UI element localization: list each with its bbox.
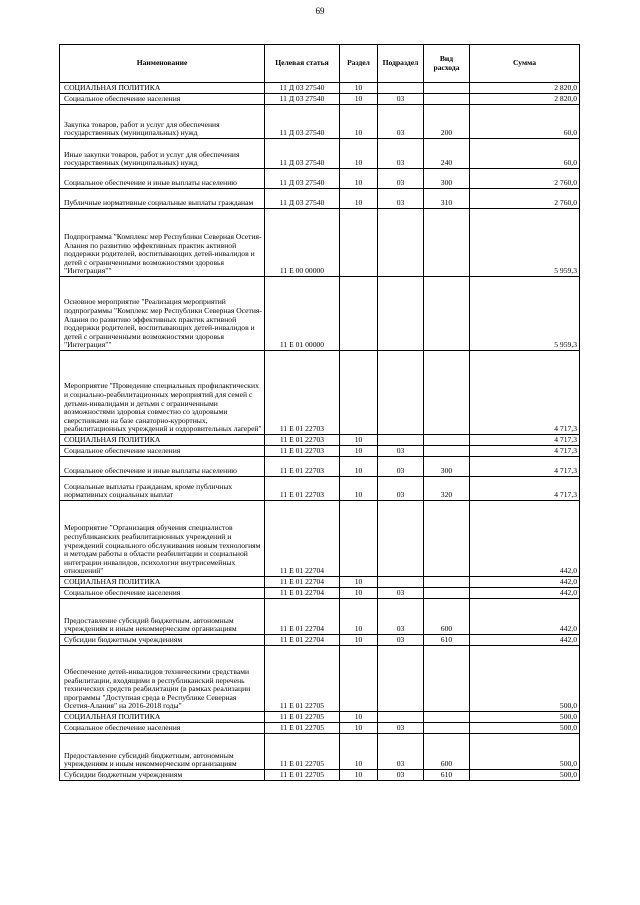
row-name-cell: Закупка товаров, работ и услуг для обеспечения государственных (муниципальных) нужд: [60, 105, 265, 139]
table-row: [60, 770, 580, 781]
table-row: [60, 83, 580, 94]
table-row: [60, 277, 580, 351]
row-name-cell: Социальное обеспечение населения: [60, 723, 265, 734]
row-razdel-cell: 10: [340, 83, 378, 94]
row-sum-cell: 442,0: [470, 501, 580, 577]
table-row: [60, 94, 580, 105]
row-razdel-cell: [340, 277, 378, 351]
row-name-cell: Обеспечение детей-инвалидов техническими средствами реабилитации, входящими в республиканский перечень технических средств реабилитации (в рамках реализации программы "Доступная среда в Республике Северная Осетия-Алания" на 2016-2018 годы": [60, 646, 265, 712]
row-vid-cell: [424, 83, 470, 94]
row-name-cell: Предоставление субсидий бюджетным, автономным учреждениям и иным некоммерческим организациям: [60, 599, 265, 635]
row-name-cell: Социальное обеспечение населения: [60, 94, 265, 105]
row-sum-cell: 5 959,3: [470, 277, 580, 351]
row-vid-cell: 310: [424, 189, 470, 209]
row-sum-cell: 4 717,3: [470, 435, 580, 446]
row-sum-cell: 2 760,0: [470, 189, 580, 209]
row-target-cell: 11 Е 01 22705: [265, 712, 340, 723]
row-vid-cell: 600: [424, 734, 470, 770]
table-row: [60, 712, 580, 723]
row-podrazdel-cell: 03: [378, 723, 424, 734]
row-sum-cell: 442,0: [470, 635, 580, 646]
row-sum-cell: 442,0: [470, 599, 580, 635]
row-podrazdel-cell: 03: [378, 477, 424, 501]
row-razdel-cell: 10: [340, 457, 378, 477]
row-razdel-cell: 10: [340, 712, 378, 723]
row-name-cell: Иные закупки товаров, работ и услуг для обеспечения государственных (муниципальных) нужд: [60, 139, 265, 169]
row-target-cell: 11 Е 01 22703: [265, 435, 340, 446]
row-target-cell: 11 Д 03 27540: [265, 139, 340, 169]
table-row: [60, 734, 580, 770]
row-sum-cell: 4 717,3: [470, 446, 580, 457]
row-target-cell: 11 Е 01 22704: [265, 501, 340, 577]
table-row: [60, 588, 580, 599]
row-target-cell: 11 Е 01 00000: [265, 277, 340, 351]
table-row: [60, 139, 580, 169]
row-razdel-cell: 10: [340, 635, 378, 646]
row-target-cell: 11 Е 00 00000: [265, 209, 340, 277]
row-podrazdel-cell: 03: [378, 139, 424, 169]
row-razdel-cell: 10: [340, 94, 378, 105]
row-sum-cell: 2 820,0: [470, 94, 580, 105]
table-row: [60, 351, 580, 435]
row-podrazdel-cell: 03: [378, 599, 424, 635]
row-target-cell: 11 Д 03 27540: [265, 105, 340, 139]
row-vid-cell: 600: [424, 599, 470, 635]
row-podrazdel-cell: [378, 351, 424, 435]
table-row: [60, 577, 580, 588]
row-sum-cell: 442,0: [470, 588, 580, 599]
row-razdel-cell: [340, 351, 378, 435]
header-target: Целевая статья: [265, 45, 340, 83]
row-name-cell: Публичные нормативные социальные выплаты гражданам: [60, 189, 265, 209]
row-name-cell: Подпрограмма "Комплекс мер Республики Северная Осетия-Алания по развитию эффективных практик активной поддержки родителей, воспитывающих детей-инвалидов и детей с ограниченными возможностями здоровья "Интеграция"": [60, 209, 265, 277]
header-razdel: Раздел: [340, 45, 378, 83]
row-vid-cell: [424, 588, 470, 599]
row-vid-cell: [424, 94, 470, 105]
row-target-cell: 11 Д 03 27540: [265, 83, 340, 94]
table-row: [60, 209, 580, 277]
row-vid-cell: [424, 446, 470, 457]
row-podrazdel-cell: [378, 646, 424, 712]
row-target-cell: 11 Д 03 27540: [265, 94, 340, 105]
row-razdel-cell: [340, 209, 378, 277]
table-row: [60, 169, 580, 189]
row-vid-cell: 300: [424, 169, 470, 189]
row-razdel-cell: 10: [340, 435, 378, 446]
row-vid-cell: [424, 435, 470, 446]
table-row: [60, 435, 580, 446]
row-podrazdel-cell: [378, 83, 424, 94]
row-target-cell: 11 Д 03 27540: [265, 169, 340, 189]
row-name-cell: Социальное обеспечение и иные выплаты населению: [60, 457, 265, 477]
row-vid-cell: [424, 723, 470, 734]
table-row: [60, 501, 580, 577]
row-vid-cell: [424, 501, 470, 577]
row-sum-cell: 4 717,3: [470, 477, 580, 501]
row-razdel-cell: 10: [340, 169, 378, 189]
row-vid-cell: 240: [424, 139, 470, 169]
row-target-cell: 11 Е 01 22703: [265, 457, 340, 477]
row-razdel-cell: 10: [340, 734, 378, 770]
row-sum-cell: 442,0: [470, 577, 580, 588]
row-sum-cell: 4 717,3: [470, 457, 580, 477]
row-podrazdel-cell: 03: [378, 734, 424, 770]
row-name-cell: Социальные выплаты гражданам, кроме публичных нормативных социальных выплат: [60, 477, 265, 501]
header-name: Наименование: [60, 45, 265, 83]
row-razdel-cell: 10: [340, 577, 378, 588]
row-name-cell: СОЦИАЛЬНАЯ ПОЛИТИКА: [60, 712, 265, 723]
row-name-cell: Субсидии бюджетным учреждениям: [60, 770, 265, 781]
row-vid-cell: [424, 646, 470, 712]
row-vid-cell: 320: [424, 477, 470, 501]
page-number: 69: [315, 6, 325, 16]
row-target-cell: 11 Е 01 22703: [265, 446, 340, 457]
row-target-cell: 11 Д 03 27540: [265, 189, 340, 209]
row-podrazdel-cell: 03: [378, 770, 424, 781]
row-target-cell: 11 Е 01 22704: [265, 588, 340, 599]
row-vid-cell: [424, 209, 470, 277]
table-row: [60, 189, 580, 209]
row-target-cell: 11 Е 01 22704: [265, 635, 340, 646]
row-target-cell: 11 Е 01 22704: [265, 599, 340, 635]
row-podrazdel-cell: 03: [378, 105, 424, 139]
table-row: [60, 646, 580, 712]
row-target-cell: 11 Е 01 22703: [265, 351, 340, 435]
row-podrazdel-cell: [378, 435, 424, 446]
row-sum-cell: 60,0: [470, 139, 580, 169]
row-podrazdel-cell: [378, 209, 424, 277]
row-podrazdel-cell: 03: [378, 588, 424, 599]
row-vid-cell: 610: [424, 635, 470, 646]
row-sum-cell: 500,0: [470, 770, 580, 781]
row-razdel-cell: 10: [340, 723, 378, 734]
row-podrazdel-cell: 03: [378, 169, 424, 189]
header-sum: Сумма: [470, 45, 580, 83]
row-podrazdel-cell: [378, 712, 424, 723]
budget-table: [59, 44, 580, 781]
row-sum-cell: 2 760,0: [470, 169, 580, 189]
row-name-cell: СОЦИАЛЬНАЯ ПОЛИТИКА: [60, 83, 265, 94]
row-razdel-cell: 10: [340, 770, 378, 781]
row-podrazdel-cell: [378, 501, 424, 577]
row-sum-cell: 500,0: [470, 723, 580, 734]
table-row: [60, 105, 580, 139]
row-name-cell: СОЦИАЛЬНАЯ ПОЛИТИКА: [60, 577, 265, 588]
row-name-cell: Предоставление субсидий бюджетным, автономным учреждениям и иным некоммерческим организациям: [60, 734, 265, 770]
row-target-cell: 11 Е 01 22705: [265, 734, 340, 770]
row-vid-cell: [424, 351, 470, 435]
table-row: [60, 635, 580, 646]
row-razdel-cell: [340, 646, 378, 712]
row-razdel-cell: 10: [340, 446, 378, 457]
row-name-cell: Мероприятие "Организация обучения специалистов республиканских реабилитационных учреждений и учреждений социального обслуживания новым технологиям и методам работы в области реабилитации и социальной интеграции инвалидов, психологии внутрисемейных отношений": [60, 501, 265, 577]
row-name-cell: Мероприятие "Проведение специальных профилактических и социально-реабилитационных мероприятий для семей с детьми-инвалидами и детьми с ограниченными возможностями здоровья совместно со здоровыми сверстниками на базе санаторно-курортных, реабилитационных учреждений и оздоровительных лагерей": [60, 351, 265, 435]
row-podrazdel-cell: 03: [378, 457, 424, 477]
row-podrazdel-cell: [378, 277, 424, 351]
row-name-cell: Основное мероприятие "Реализация мероприятий подпрограммы "Комплекс мер Республики Северная Осетия-Алания по развитию эффективных практик активной поддержки родителей, воспитывающих детей-инвалидов и детей с ограниченными возможностями здоровья "Интеграция"": [60, 277, 265, 351]
row-name-cell: СОЦИАЛЬНАЯ ПОЛИТИКА: [60, 435, 265, 446]
row-target-cell: 11 Е 01 22703: [265, 477, 340, 501]
row-name-cell: Субсидии бюджетным учреждениям: [60, 635, 265, 646]
row-razdel-cell: 10: [340, 477, 378, 501]
row-vid-cell: [424, 277, 470, 351]
row-sum-cell: 500,0: [470, 712, 580, 723]
row-vid-cell: 300: [424, 457, 470, 477]
row-sum-cell: 500,0: [470, 646, 580, 712]
row-podrazdel-cell: [378, 577, 424, 588]
row-name-cell: Социальное обеспечение населения: [60, 588, 265, 599]
row-podrazdel-cell: 03: [378, 94, 424, 105]
row-target-cell: 11 Е 01 22704: [265, 577, 340, 588]
row-sum-cell: 500,0: [470, 734, 580, 770]
row-target-cell: 11 Е 01 22705: [265, 770, 340, 781]
row-name-cell: Социальное обеспечение и иные выплаты населению: [60, 169, 265, 189]
table-row: [60, 477, 580, 501]
row-name-cell: Социальное обеспечение населения: [60, 446, 265, 457]
table-row: [60, 723, 580, 734]
row-sum-cell: 4 717,3: [470, 351, 580, 435]
row-vid-cell: [424, 577, 470, 588]
row-vid-cell: [424, 712, 470, 723]
row-podrazdel-cell: 03: [378, 635, 424, 646]
row-vid-cell: 200: [424, 105, 470, 139]
row-podrazdel-cell: 03: [378, 189, 424, 209]
table-row: [60, 446, 580, 457]
row-sum-cell: 5 959,3: [470, 209, 580, 277]
row-razdel-cell: [340, 501, 378, 577]
table-row: [60, 457, 580, 477]
row-razdel-cell: 10: [340, 588, 378, 599]
table-row: [60, 599, 580, 635]
row-sum-cell: 2 820,0: [470, 83, 580, 94]
header-vid: Вид расхода: [424, 45, 470, 83]
row-target-cell: 11 Е 01 22705: [265, 723, 340, 734]
header-podrazdel: Подраздел: [378, 45, 424, 83]
row-razdel-cell: 10: [340, 139, 378, 169]
row-razdel-cell: 10: [340, 105, 378, 139]
row-podrazdel-cell: 03: [378, 446, 424, 457]
table-header-row: [60, 45, 580, 83]
row-vid-cell: 610: [424, 770, 470, 781]
row-sum-cell: 60,0: [470, 105, 580, 139]
row-razdel-cell: 10: [340, 599, 378, 635]
row-target-cell: 11 Е 01 22705: [265, 646, 340, 712]
row-razdel-cell: 10: [340, 189, 378, 209]
